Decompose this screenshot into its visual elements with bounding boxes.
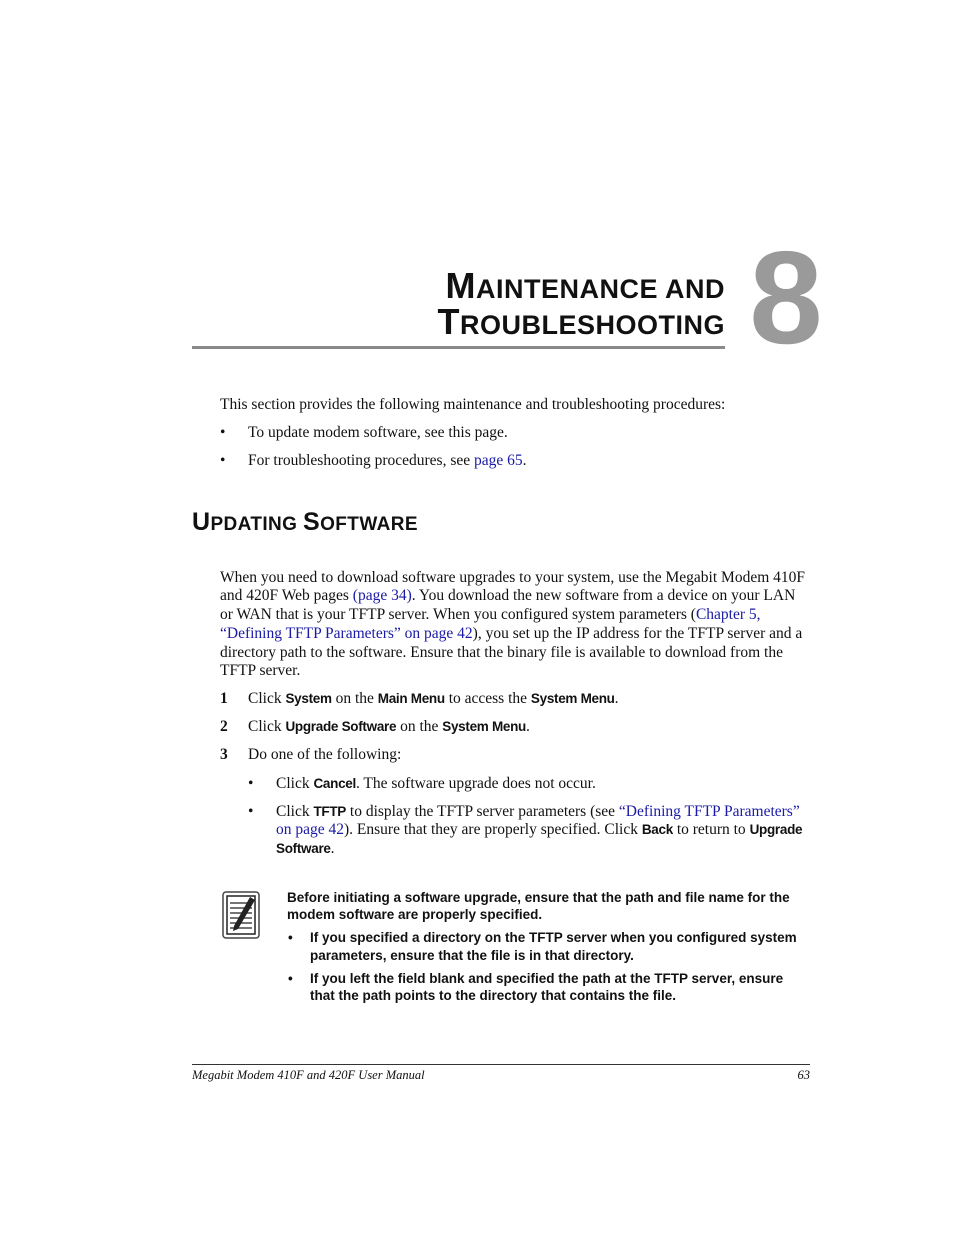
chapter-title-line2: TROUBLESHOOTING	[437, 301, 725, 342]
body-line-6: TFTP server.	[220, 662, 301, 679]
chapter-number: 8	[749, 224, 823, 371]
bullet-icon: •	[248, 775, 254, 792]
intro-text: This section provides the following maintenance and troubleshooting procedures:	[220, 396, 726, 413]
section-title: UPDATING SOFTWARE	[192, 508, 418, 536]
step-2: Click Upgrade Software on the System Menu.	[248, 718, 530, 735]
link-defining-tftp[interactable]: “Defining TFTP Parameters” on page 42	[220, 625, 473, 642]
link-page-42[interactable]: on page 42	[276, 821, 345, 838]
note-line-2: modem software are properly specified.	[287, 907, 543, 922]
substep-cancel: Click Cancel. The software upgrade does not occur.	[276, 775, 596, 792]
intro-bullet-2: For troubleshooting procedures, see page 65.	[248, 452, 527, 469]
note-bullet-2-line1: If you left the field blank and specified the path at the TFTP server, ensure	[310, 971, 784, 986]
step-number: 1	[220, 690, 228, 707]
note-bullet-1-line1: If you specified a directory on the TFTP server when you configured system	[310, 930, 797, 945]
note-pad-icon	[222, 891, 260, 939]
body-line-5: directory path to the software. Ensure that the binary file is available to download from the	[220, 644, 783, 661]
body-line-2: and 420F Web pages (page 34). You download the new software from a device on your LAN	[220, 587, 796, 604]
footer-rule	[192, 1064, 810, 1065]
link-defining-tftp-2[interactable]: “Defining TFTP Parameters”	[618, 803, 800, 820]
substep-tftp-line2: on page 42). Ensure that they are properly specified. Click Back to return to Upgrade	[276, 821, 803, 838]
bullet-icon: •	[248, 803, 254, 820]
link-chapter-5[interactable]: Chapter 5,	[695, 606, 761, 623]
chapter-title-line1: MAINTENANCE AND	[445, 265, 725, 306]
link-page-65[interactable]: page 65	[474, 452, 523, 469]
body-line-1: When you need to download software upgrades to your system, use the Megabit Modem 410F	[220, 569, 806, 586]
footer-manual-title: Megabit Modem 410F and 420F User Manual	[192, 1068, 425, 1082]
step-1: Click System on the Main Menu to access the System Menu.	[248, 690, 619, 707]
body-line-3: or WAN that is your TFTP server. When you configured system parameters (Chapter 5,	[220, 606, 761, 623]
note-bullet-2-line2: that the path points to the directory that contains the file.	[310, 988, 677, 1003]
step-number: 3	[220, 746, 228, 763]
intro-bullet-1: To update modem software, see this page.	[248, 424, 508, 441]
link-page-34[interactable]: (page 34)	[352, 587, 412, 604]
chapter-rule	[192, 346, 725, 349]
bullet-icon: •	[288, 930, 293, 945]
footer-page-number: 63	[797, 1068, 810, 1082]
substep-tftp-line3: Software.	[276, 840, 335, 857]
note-line-1: Before initiating a software upgrade, ensure that the path and file name for the	[287, 890, 790, 905]
bullet-icon: •	[288, 971, 293, 986]
substep-tftp-line1: Click TFTP to display the TFTP server parameters (see “Defining TFTP Parameters”	[276, 803, 800, 820]
body-line-4: “Defining TFTP Parameters” on page 42), you set up the IP address for the TFTP server and a	[220, 625, 803, 642]
bullet-icon: •	[220, 424, 226, 441]
step-number: 2	[220, 718, 228, 735]
note-bullet-1-line2: parameters, ensure that the file is in that directory.	[310, 948, 634, 963]
step-3: Do one of the following:	[248, 746, 402, 763]
bullet-icon: •	[220, 452, 226, 469]
